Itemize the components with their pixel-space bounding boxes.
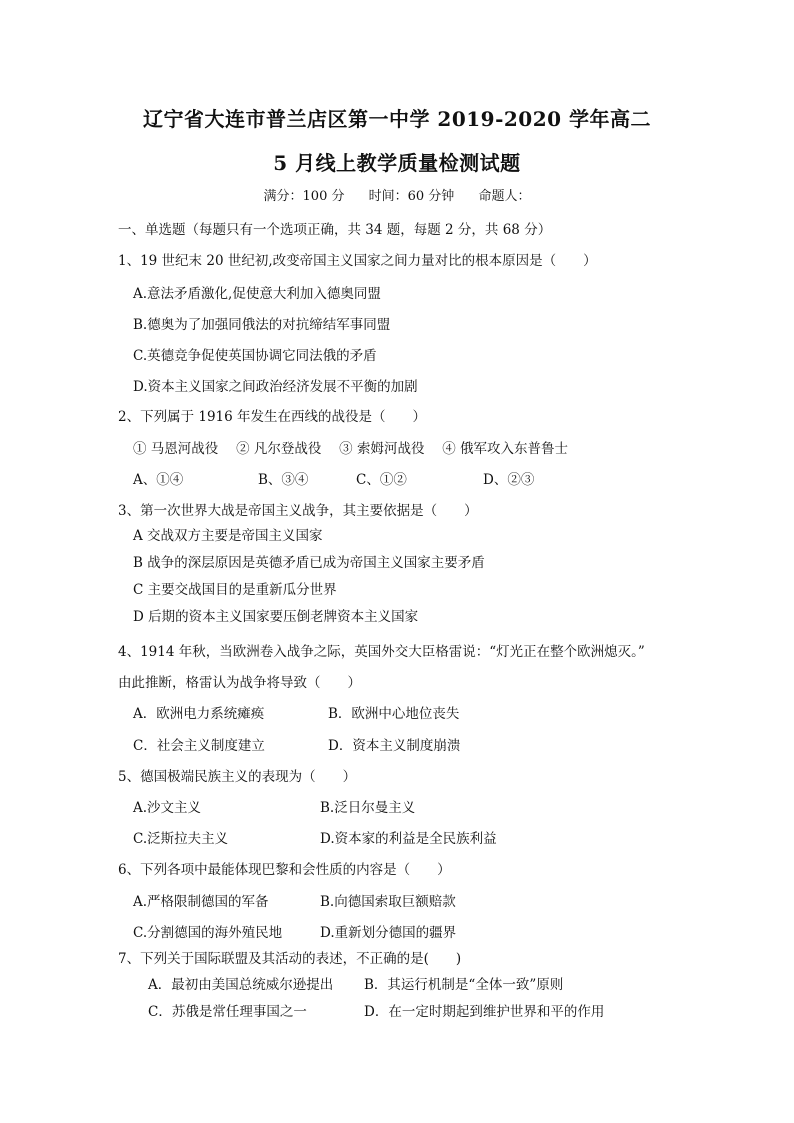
question-7-stem: 7、下列关于国际联盟及其活动的表述，不正确的是( ) xyxy=(118,951,462,967)
question-3-option-d: D 后期的资本主义国家要压倒老牌资本主义国家 xyxy=(133,609,419,625)
exam-title-line2: 5 月线上教学质量检测试题 xyxy=(273,151,521,175)
question-1-option-c: C.英德竞争促使英国协调它同法俄的矛盾 xyxy=(133,348,377,364)
exam-title-line1: 辽宁省大连市普兰店区第一中学 2019-2020 学年高二 xyxy=(142,107,652,131)
question-4-option-b: B．欧洲中心地位丧失 xyxy=(328,706,460,722)
question-6-option-d: D.重新划分德国的疆界 xyxy=(320,925,457,941)
question-3-option-c: C 主要交战国目的是重新瓜分世界 xyxy=(133,582,337,598)
question-4-stem-continued: 由此推断，格雷认为战争将导致（ ） xyxy=(118,675,361,691)
question-5-option-c: C.泛斯拉夫主义 xyxy=(133,831,229,847)
question-2-option-a: A、①④ xyxy=(133,472,184,488)
question-2-option-b: B、③④ xyxy=(258,472,309,488)
question-6-option-b: B.向德国索取巨额赔款 xyxy=(320,894,456,910)
question-4-option-d: D．资本主义制度崩溃 xyxy=(328,738,461,754)
question-2-option-c: C、①② xyxy=(356,472,407,488)
question-6-stem: 6、下列各项中最能体现巴黎和会性质的内容是（ ） xyxy=(118,862,451,878)
question-4-option-a: A．欧洲电力系统瘫痪 xyxy=(133,706,265,722)
question-2-option-d: D、②③ xyxy=(483,472,535,488)
question-4-stem: 4、1914 年秋，当欧洲卷入战争之际，英国外交大臣格雷说：“灯光正在整个欧洲熄灭。” xyxy=(118,644,645,660)
exam-meta xyxy=(0,185,794,204)
question-1-option-b: B.德奥为了加强同俄法的对抗缔结军事同盟 xyxy=(133,317,391,333)
question-6-option-c: C.分割德国的海外殖民地 xyxy=(133,925,283,941)
question-7-option-b: B．其运行机制是“全体一致”原则 xyxy=(364,977,564,993)
question-7-option-d: D．在一定时期起到维护世界和平的作用 xyxy=(364,1004,605,1020)
question-2-stem: 2、下列属于 1916 年发生在西线的战役是（ ） xyxy=(118,409,427,425)
question-6-option-a: A.严格限制德国的军备 xyxy=(133,894,269,910)
question-5-option-d: D.资本家的利益是全民族利益 xyxy=(320,831,497,847)
question-3-stem: 3、第一次世界大战是帝国主义战争，其主要依据是（ ） xyxy=(118,503,478,519)
question-3-option-b: B 战争的深层原因是英德矛盾已成为帝国主义国家主要矛盾 xyxy=(133,555,485,571)
exam-author: 命题人： xyxy=(478,189,531,204)
question-7-option-a: A．最初由美国总统威尔逊提出 xyxy=(148,977,334,993)
full-marks: 满分：100 分 xyxy=(263,189,345,204)
question-1-stem: 1、19 世纪末 20 世纪初,改变帝国主义国家之间力量对比的根本原因是（ ） xyxy=(118,253,597,269)
question-3-option-a: A 交战双方主要是帝国主义国家 xyxy=(133,528,323,544)
question-5-option-a: A.沙文主义 xyxy=(133,800,202,816)
question-2-items: ① 马恩河战役 ② 凡尔登战役 ③ 索姆河战役 ④ 俄军攻入东普鲁士 xyxy=(133,441,569,457)
question-7-option-c: C．苏俄是常任理事国之一 xyxy=(148,1004,307,1020)
exam-time: 时间：60 分钟 xyxy=(368,189,455,204)
question-1-option-d: D.资本主义国家之间政治经济发展不平衡的加剧 xyxy=(133,379,418,395)
section-heading: 一、单选题（每题只有一个选项正确，共 34 题，每题 2 分，共 68 分） xyxy=(118,222,552,238)
question-4-option-c: C．社会主义制度建立 xyxy=(133,738,265,754)
question-5-option-b: B.泛日尔曼主义 xyxy=(320,800,416,816)
question-5-stem: 5、德国极端民族主义的表现为（ ） xyxy=(118,769,357,785)
question-1-option-a: A.意法矛盾激化,促使意大利加入德奥同盟 xyxy=(133,286,381,302)
